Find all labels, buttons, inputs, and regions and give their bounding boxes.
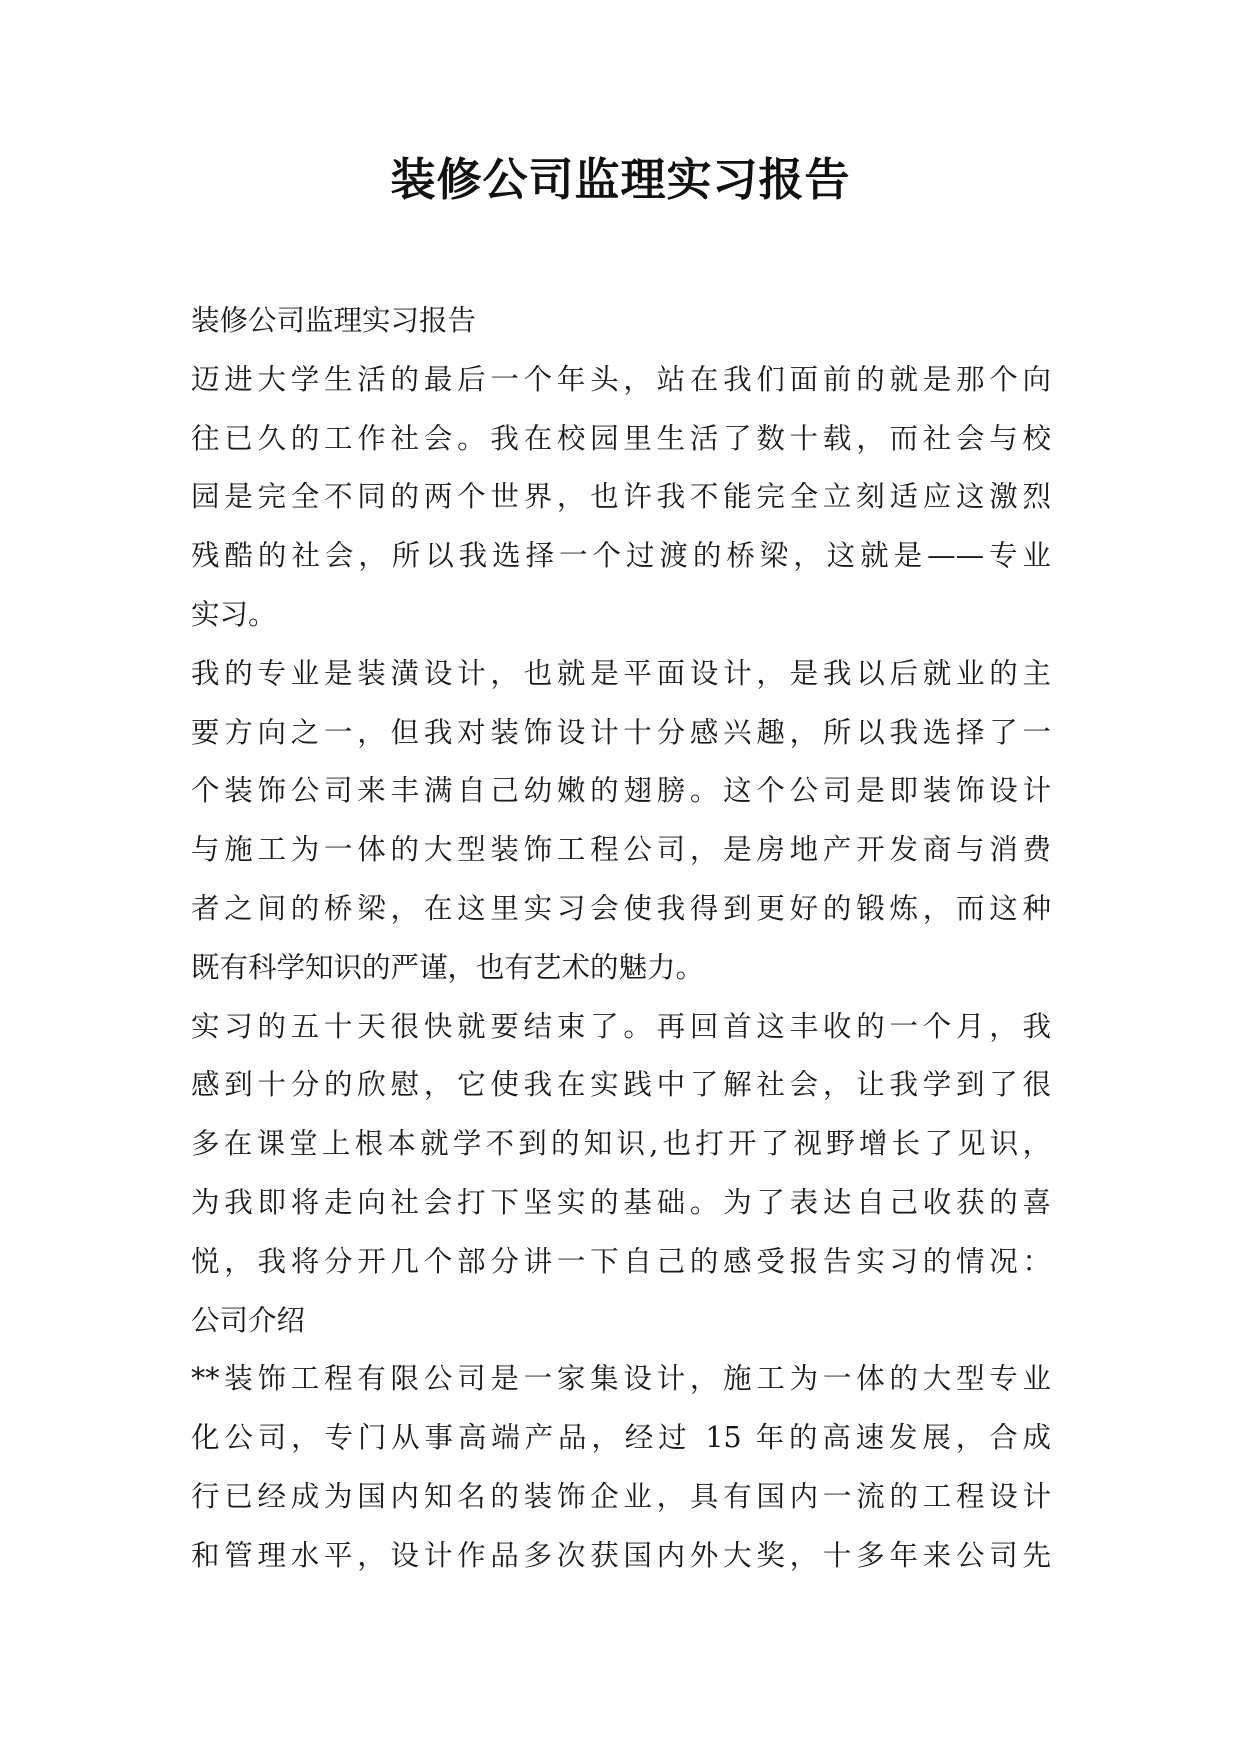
body-text-line: 悦，我将分开几个部分讲一下自己的感受报告实习的情况： (191, 1244, 1051, 1278)
body-text-line: 个装饰公司来丰满自己幼嫩的翅膀。这个公司是即装饰设计 (191, 774, 1051, 808)
body-text-line: 实习的五十天很快就要结束了。再回首这丰收的一个月，我 (191, 1009, 1051, 1043)
body-text-line: 者之间的桥梁，在这里实习会使我得到更好的锻炼，而这种 (191, 891, 1051, 925)
body-text-line: 与施工为一体的大型装饰工程公司，是房地产开发商与消费 (191, 833, 1051, 867)
body-text-line: 残酷的社会，所以我选择一个过渡的桥梁，这就是——专业 (191, 539, 1051, 573)
body-text-line: 化公司，专门从事高端产品，经过 15 年的高速发展，合成 (191, 1421, 1051, 1455)
body-text-line: 要方向之一，但我对装饰设计十分感兴趣，所以我选择了一 (191, 715, 1051, 749)
body-text-line: 和管理水平，设计作品多次获国内外大奖，十多年来公司先 (191, 1538, 1051, 1572)
body-text-line: 公司介绍 (191, 1303, 306, 1337)
body-text-line: 往已久的工作社会。我在校园里生活了数十载，而社会与校 (191, 421, 1051, 455)
body-text-line: 感到十分的欣慰，它使我在实践中了解社会，让我学到了很 (191, 1068, 1051, 1102)
body-text-line: 我的专业是装潢设计，也就是平面设计，是我以后就业的主 (191, 656, 1051, 690)
body-text-line: 既有科学知识的严谨，也有艺术的魅力。 (191, 950, 705, 984)
body-text-line: **装饰工程有限公司是一家集设计，施工为一体的大型专业 (191, 1362, 1051, 1396)
document-title: 装修公司监理实习报告 (390, 153, 851, 206)
body-text-line: 多在课堂上根本就学不到的知识,也打开了视野增长了见识， (191, 1127, 1051, 1161)
body-text-line: 行已经成为国内知名的装饰企业，具有国内一流的工程设计 (191, 1479, 1051, 1513)
body-text-line: 装修公司监理实习报告 (191, 304, 477, 337)
body-text-line: 为我即将走向社会打下坚实的基础。为了表达自己收获的喜 (191, 1185, 1051, 1219)
document-body (191, 292, 1051, 1586)
body-text-line: 园是完全不同的两个世界，也许我不能完全立刻适应这激烈 (191, 480, 1051, 514)
body-text-line: 迈进大学生活的最后一个年头，站在我们面前的就是那个向 (191, 362, 1051, 396)
body-text-line: 实习。 (191, 597, 277, 631)
